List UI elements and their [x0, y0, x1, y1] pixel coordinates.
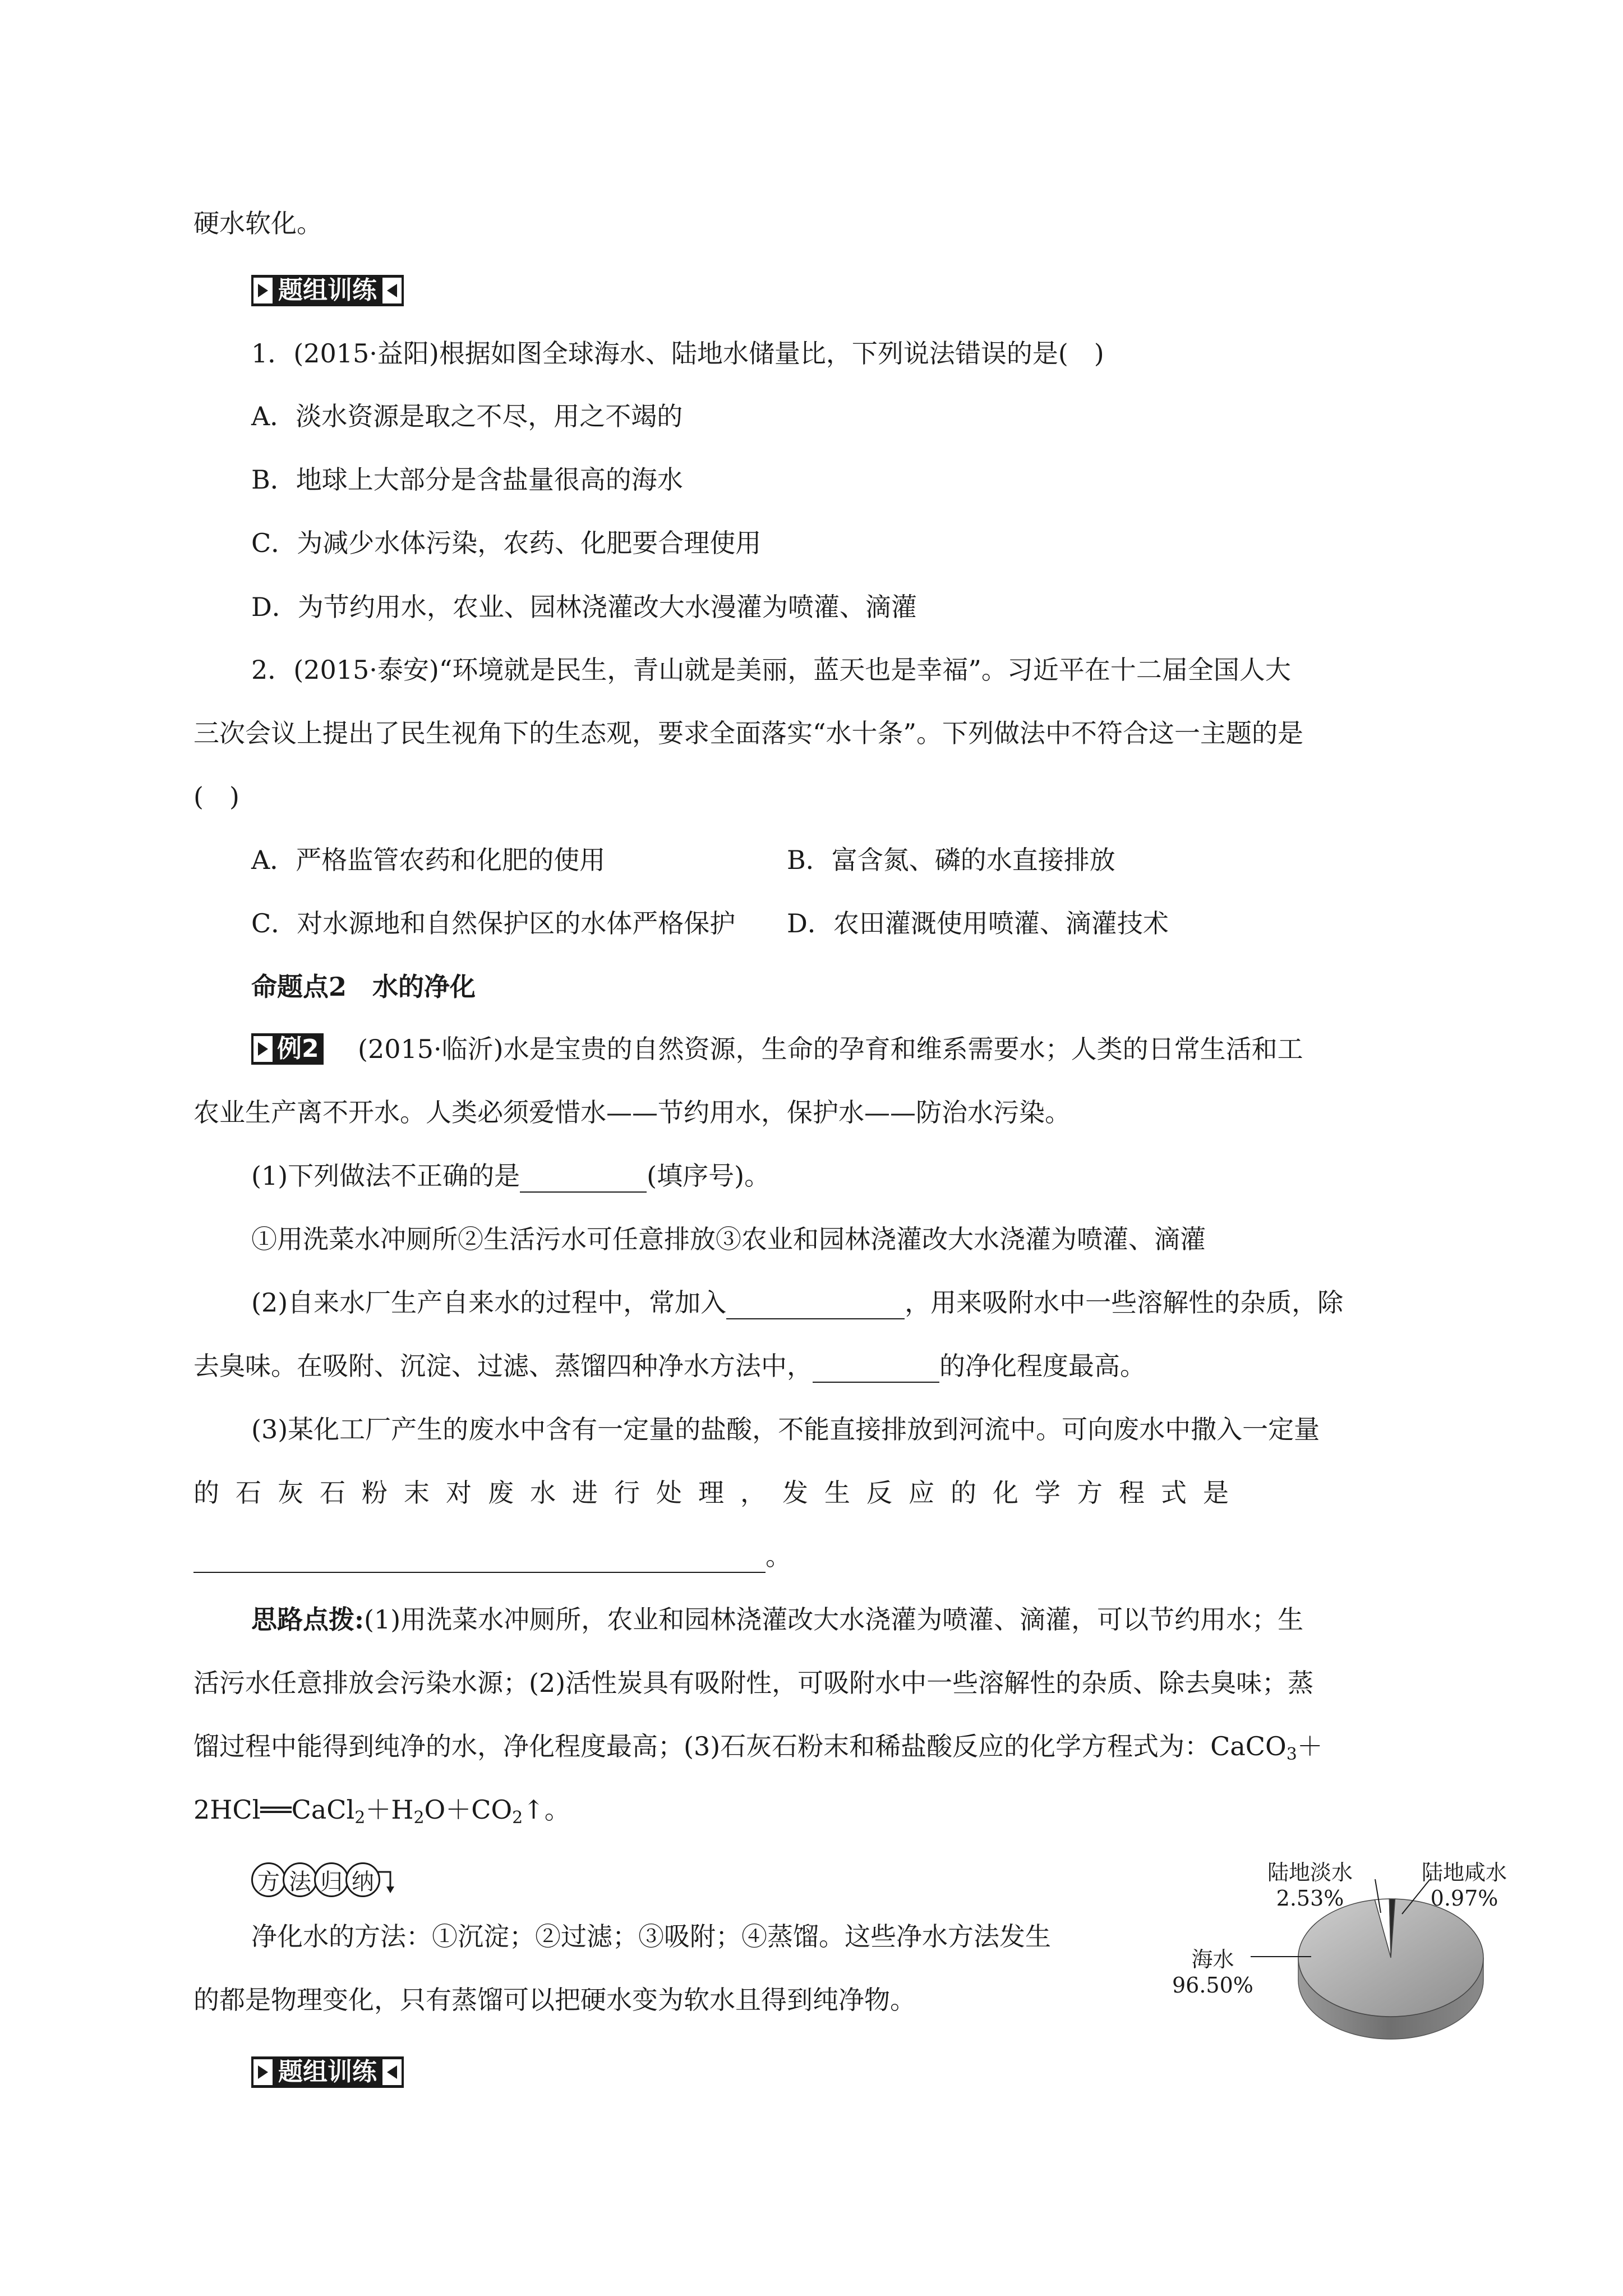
label-fresh-water — [1267, 1860, 1353, 1911]
method-char-2: 法 — [283, 1862, 317, 1897]
label-saline-land-water-name: 陆地咸水 — [1422, 1860, 1507, 1885]
hint-line1 — [251, 1603, 1303, 1636]
example-line1: (2015·临沂)水是宝贵的自然资源，生命的孕育和维系需要水；人类的日常生活和工 — [358, 1034, 1303, 1064]
example-part3-end: 。 — [766, 1541, 791, 1571]
corner-arrow-icon — [377, 1864, 396, 1895]
eq-part-b: ＋H — [365, 1795, 414, 1825]
q2-stem-line2: 三次会议上提出了民生视角下的生态观，要求全面落实“水十条”。下列做法中不符合这一主题的是 — [193, 718, 1304, 748]
sea-water-leader-line — [1251, 1947, 1312, 1963]
q1-option-b: B．地球上大部分是含盐量很高的海水 — [251, 464, 683, 495]
q1-option-c: C．为减少水体污染，农药、化肥要合理使用 — [251, 528, 762, 558]
example-part3-line2: 的石灰石粉末对废水进行处理，发生反应的化学方程式是 — [193, 1478, 1245, 1508]
practice-badge-label: 题组训练 — [278, 276, 377, 305]
method-char-3: 归 — [314, 1862, 349, 1897]
method-line2: 的都是物理变化，只有蒸馏可以把硬水变为软水且得到纯净物。 — [193, 1985, 916, 2015]
intro-text: 硬水软化。 — [193, 208, 322, 238]
q1-stem: 1．(2015·益阳)根据如图全球海水、陆地水储量比，下列说法错误的是( ) — [251, 338, 1104, 369]
play-right-icon — [253, 2059, 273, 2085]
example-part1-options: ①用洗菜水冲厕所②生活污水可任意排放③农业和园林浇灌改大水浇灌为喷灌、滴灌 — [251, 1224, 1206, 1254]
label-sea-water-name: 海水 — [1191, 1947, 1234, 1972]
example-badge-label: 例2 — [277, 1034, 319, 1063]
example-part1 — [251, 1159, 770, 1193]
method-char-4: 纳 — [345, 1862, 380, 1897]
hint-text3-end: ＋ — [1297, 1731, 1323, 1761]
hint-line2: 活污水任意排放会污染水源；(2)活性炭具有吸附性，可吸附水中一些溶解性的杂质、除去臭味；蒸 — [193, 1668, 1314, 1698]
example-part3-line1: (3)某化工厂产生的废水中含有一定量的盐酸，不能直接排放到河流中。可向废水中撒入一定量 — [251, 1414, 1320, 1444]
fresh-water-leader-line — [1368, 1879, 1441, 1935]
play-right-icon — [253, 278, 273, 303]
label-sea-water — [1172, 1947, 1253, 1998]
example-line2: 农业生产离不开水。人类必须爱惜水——节约用水，保护水——防治水污染。 — [193, 1097, 1071, 1128]
answer-blank-4[interactable] — [193, 1547, 766, 1573]
practice-badge-2 — [251, 2056, 404, 2088]
example-part2-line2 — [193, 1349, 1146, 1383]
example-part1-suffix: (填序号)。 — [647, 1161, 771, 1191]
example-part2-line1 — [251, 1286, 1343, 1319]
answer-blank-2[interactable] — [726, 1294, 905, 1319]
example-part1-text: (1)下列做法不正确的是 — [251, 1161, 520, 1191]
answer-blank-3[interactable] — [813, 1357, 939, 1383]
eq-sub-1: 2 — [354, 1808, 366, 1828]
method-char-1: 方 — [251, 1862, 286, 1897]
example-part3-line3 — [193, 1539, 791, 1573]
hint-text3: 馏过程中能得到纯净的水，净化程度最高；(3)石灰石粉末和稀盐酸反应的化学方程式为：CaCO — [193, 1731, 1287, 1761]
label-saline-land-water-value: 0.97% — [1430, 1886, 1498, 1911]
label-sea-water-value: 96.50% — [1172, 1973, 1253, 1998]
q1-option-d: D．为节约用水，农业、园林浇灌改大水漫灌为喷灌、滴灌 — [251, 592, 917, 622]
hint-sub3: 3 — [1286, 1745, 1297, 1764]
hint-text1: (1)用洗菜水冲厕所，农业和园林浇灌改大水浇灌为喷灌、滴灌，可以节约用水；生 — [363, 1604, 1304, 1635]
play-left-icon — [382, 278, 402, 303]
q1-option-a: A．淡水资源是取之不尽，用之不竭的 — [251, 401, 683, 431]
eq-part-c: O＋CO — [424, 1795, 513, 1825]
hint-line3 — [193, 1729, 1323, 1763]
eq-part-d: ↑。 — [523, 1795, 570, 1825]
q2-option-d: D．农田灌溉使用喷灌、滴灌技术 — [787, 908, 1169, 938]
answer-blank-1[interactable] — [520, 1167, 647, 1193]
example-part2-text: (2)自来水厂生产自来水的过程中，常加入 — [251, 1287, 727, 1318]
q2-stem-line3: ( ) — [193, 781, 239, 812]
q2-option-b: B．富含氮、磷的水直接排放 — [787, 845, 1115, 875]
label-fresh-water-value: 2.53% — [1276, 1886, 1344, 1911]
section-title: 命题点2 水的净化 — [251, 972, 476, 1002]
hint-equation — [193, 1793, 570, 1826]
eq-part-a: 2HCl══CaCl — [193, 1795, 355, 1825]
example-part2-text2: 去臭味。在吸附、沉淀、过滤、蒸馏四种净水方法中， — [193, 1351, 813, 1381]
eq-sub-2: 2 — [413, 1808, 425, 1828]
method-badge — [251, 1862, 396, 1897]
hint-label: 思路点拨: — [251, 1604, 364, 1635]
method-line1: 净化水的方法：①沉淀；②过滤；③吸附；④蒸馏。这些净水方法发生 — [251, 1921, 1051, 1952]
example-part2-suffix2: 的净化程度最高。 — [939, 1351, 1146, 1381]
q2-option-a: A．严格监管农药和化肥的使用 — [251, 845, 606, 875]
play-left-icon — [382, 2059, 402, 2085]
play-right-icon — [253, 1036, 273, 1062]
practice-badge-2-label: 题组训练 — [278, 2058, 377, 2086]
eq-sub-3: 2 — [512, 1808, 523, 1828]
q2-stem-line1: 2．(2015·泰安)“环境就是民生，青山就是美丽，蓝天也是幸福”。习近平在十二届全国人大 — [251, 655, 1291, 685]
q2-option-c: C．对水源地和自然保护区的水体严格保护 — [251, 908, 736, 938]
example-part2-suffix: ，用来吸附水中一些溶解性的杂质，除 — [905, 1287, 1344, 1318]
example-badge — [251, 1033, 324, 1065]
practice-badge — [251, 275, 404, 306]
label-fresh-water-name: 陆地淡水 — [1267, 1860, 1353, 1885]
